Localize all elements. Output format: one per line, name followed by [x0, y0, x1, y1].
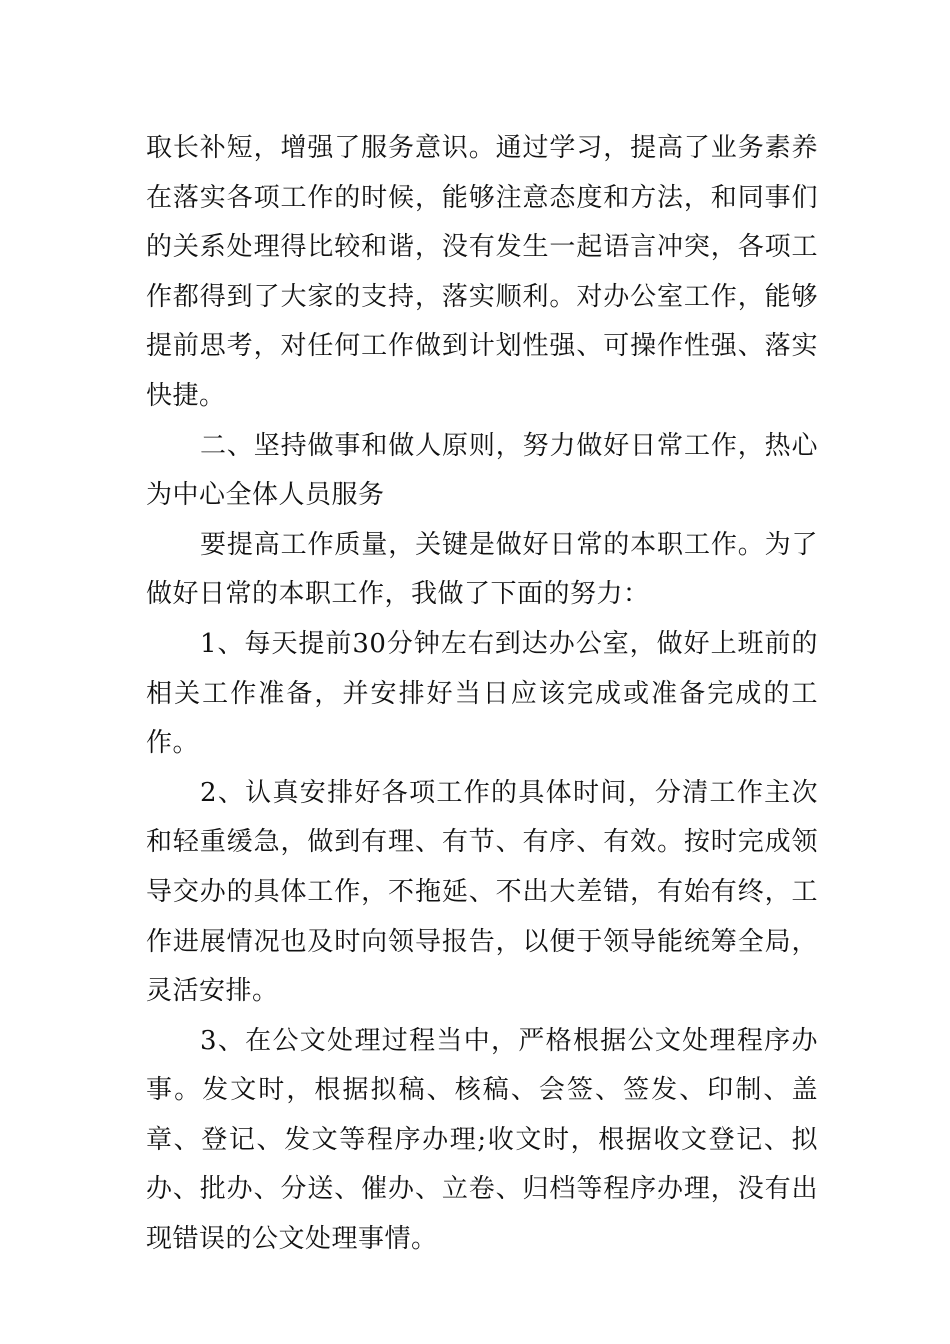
paragraph-1: 取长补短，增强了服务意识。通过学习，提高了业务素养在落实各项工作的时候，能够注意态度和方法，和同事们的关系处理得比较和谐，没有发生一起语言冲突，各项工作都得到了大家的支持，落实顺利。对办公室工作，能够提前思考，对任何工作做到计划性强、可操作性强、落实快捷。 [146, 133, 818, 411]
list-item-2: 2、认真安排好各项工作的具体时间，分清工作主次和轻重缓急，做到有理、有节、有序、有效。按时完成领导交办的具体工作，不拖延、不出大差错，有始有终，工作进展情况也及时向领导报告，以便于领导能统筹全局，灵活安排。 [146, 777, 818, 1007]
section-heading-2: 二、坚持做事和做人原则，努力做好日常工作，热心为中心全体人员服务 [146, 430, 818, 511]
paragraph-3: 要提高工作质量，关键是做好日常的本职工作。为了做好日常的本职工作，我做了下面的努力： [146, 529, 818, 610]
document-body [146, 124, 818, 1265]
list-item-1: 1、每天提前30分钟左右到达办公室，做好上班前的相关工作准备，并安排好当日应该完成或准备完成的工作。 [146, 628, 818, 759]
list-item-3: 3、在公文处理过程当中，严格根据公文处理程序办事。发文时，根据拟稿、核稿、会签、签发、印制、盖章、登记、发文等程序办理;收文时，根据收文登记、拟办、批办、分送、催办、立卷、归档等程序办理，没有出现错误的公文处理事情。 [146, 1025, 818, 1255]
